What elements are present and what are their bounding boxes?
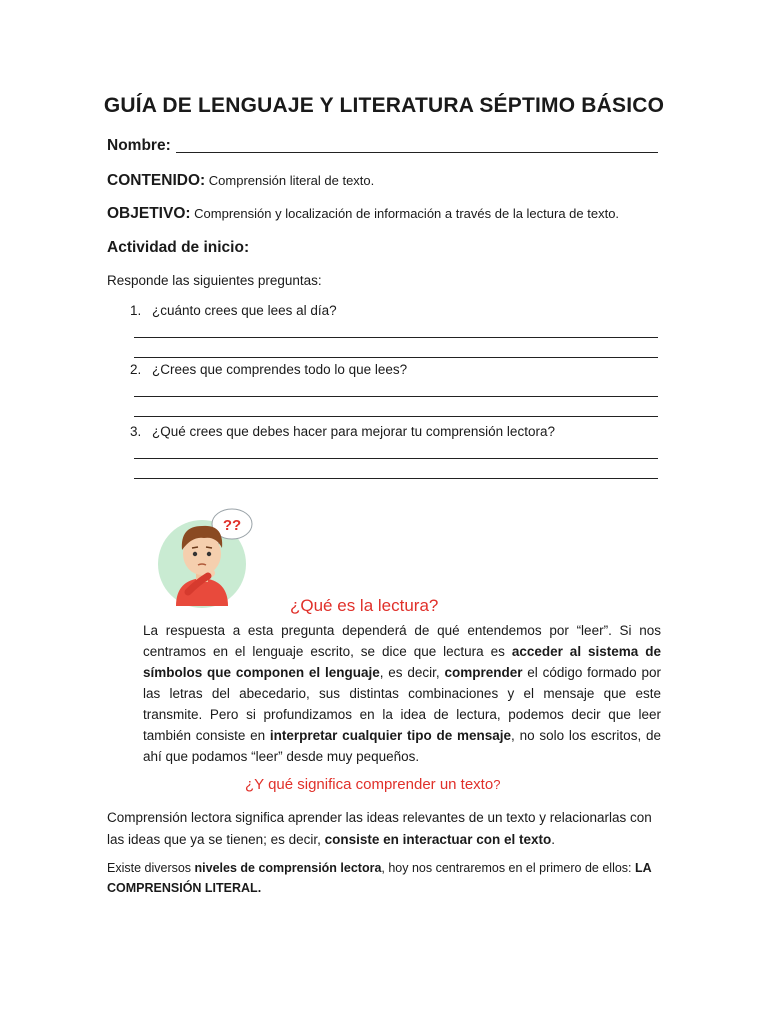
question-text: ¿Crees que comprendes todo lo que lees? [152, 362, 408, 377]
thinking-boy-svg [158, 502, 258, 610]
contenido-text: Comprensión literal de texto. [205, 173, 375, 188]
nombre-label: Nombre: [107, 137, 171, 154]
question-1 [130, 303, 337, 318]
question-3 [130, 424, 555, 439]
text-span: el código formado por las letras del abecedario, sus distintas combinaciones y el mensaje que este transmite. Pero si profundizamos en la idea de lectura, podemos decir que leer también consiste en [143, 665, 662, 743]
instruccion-text: Responde las siguientes preguntas: [107, 273, 322, 288]
question-number: 3. [130, 424, 142, 439]
comprender-paragraph [107, 807, 661, 851]
question-number: 2. [130, 362, 142, 377]
actividad-label: Actividad de inicio: [107, 239, 250, 256]
heading-question-mark: ? [493, 777, 501, 792]
actividad-heading [107, 239, 249, 257]
bold-span: LA COMPRENSIÓN LITERAL. [107, 861, 652, 895]
heading-text: ¿Y qué significa comprender un texto [245, 776, 494, 793]
answer-line[interactable] [134, 337, 658, 338]
niveles-paragraph [107, 858, 661, 898]
contenido-label: CONTENIDO: [107, 172, 206, 189]
text-span: Existe diversos [107, 861, 195, 875]
comprender-heading [245, 776, 500, 793]
lectura-heading: ¿Qué es la lectura? [290, 596, 439, 615]
answer-line[interactable] [134, 478, 658, 479]
bubble-text: ?? [222, 517, 242, 534]
objetivo-text: Comprensión y localización de información a través de la lectura de texto. [190, 206, 620, 221]
question-number: 1. [130, 303, 142, 318]
bold-span: comprender [444, 665, 523, 680]
contenido-row [107, 172, 374, 190]
bold-span: consiste en interactuar con el texto [324, 832, 552, 847]
bold-span: interpretar cualquier tipo de mensaje [269, 728, 512, 743]
bold-span: niveles de comprensión lectora [194, 861, 382, 875]
text-span: Comprensión lectora significa aprender las ideas relevantes de un texto y relacionarlas con las ideas que ya se tienen; es decir, [107, 810, 652, 847]
answer-line[interactable] [134, 357, 658, 358]
nombre-input-line[interactable] [176, 152, 658, 153]
answer-line[interactable] [134, 416, 658, 417]
text-span: , es decir, [379, 665, 445, 680]
answer-line[interactable] [134, 458, 658, 459]
question-text: ¿cuánto crees que lees al día? [152, 303, 337, 318]
objetivo-label: OBJETIVO: [107, 205, 191, 222]
page-title: GUÍA DE LENGUAJE Y LITERATURA SÉPTIMO BÁSICO [103, 94, 665, 117]
answer-line[interactable] [134, 396, 658, 397]
objetivo-row [107, 205, 619, 223]
text-span: La respuesta a esta pregunta dependerá de qué entendemos por “leer”. Si nos centramos en el lenguaje escrito, se dice que lectura es [143, 623, 661, 659]
thinking-boy-icon [158, 502, 258, 610]
text-span: , hoy nos centraremos en el primero de ellos: [381, 861, 636, 875]
question-text: ¿Qué crees que debes hacer para mejorar tu comprensión lectora? [152, 424, 555, 439]
text-span: , no solo los escritos, de ahí que podamos “leer” desde muy pequeños. [143, 728, 661, 764]
question-2 [130, 362, 407, 377]
bold-span: acceder al sistema de símbolos que componen el lenguaje [143, 644, 661, 680]
lectura-paragraph [143, 620, 661, 767]
nombre-row [107, 137, 171, 155]
text-span: . [551, 832, 555, 847]
